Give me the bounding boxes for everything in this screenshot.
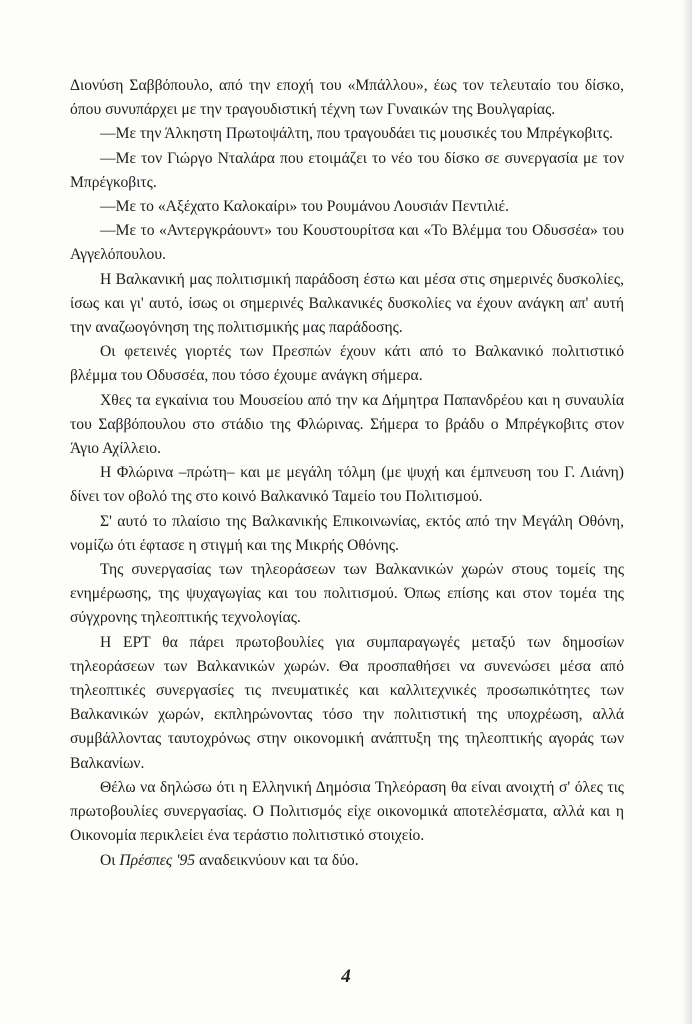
closing-paragraph <box>70 849 624 873</box>
paragraph: Θέλω να δηλώσω ότι η Ελληνική Δημόσια Τηλεόραση θα είναι ανοιχτή σ' όλες τις πρωτοβουλίες συνεργασίας. Ο Πολιτισμός είχε οικονομικά αποτελέσματα, αλλά και η Οικονομία περικλείει ένα τεράστιο πολιτιστικό στοιχείο. <box>70 778 624 845</box>
event-title: Πρέσπες '95 <box>119 851 196 869</box>
paragraph: Της συνεργασίας των τηλεοράσεων των Βαλκανικών χωρών στους τομείς της ενημέρωσης, της ψυχαγωγίας και του πολιτισμού. Όπως επίσης και στον τομέα της σύγχρονης τηλεοπτικής τεχνολογίας. <box>70 561 624 627</box>
closing-suffix: αναδεικνύουν και τα δύο. <box>195 851 359 869</box>
page-number: 4 <box>341 966 351 987</box>
paragraph: Η Φλώρινα –πρώτη– και με μεγάλη τόλμη (με ψυχή και έμπνευση του Γ. Λιάνη) δίνει τον οβολό της στο κοινό Βαλκανικό Ταμείο του Πολιτισμού. <box>70 464 624 506</box>
paragraph: Σ' αυτό το πλαίσιο της Βαλκανικής Επικοινωνίας, εκτός από την Μεγάλη Οθόνη, νομίζω ότι έφτασε η στιγμή και της Μικρής Οθόνης. <box>70 512 624 554</box>
paragraph: Χθες τα εγκαίνια του Μουσείου από την κα Δήμητρα Παπανδρέου και η συναυλία του Σαββόπουλου στο στάδιο της Φλώρινας. Σήμερα το βράδυ ο Μπρέγκοβιτς στον Άγιο Αχίλλειο. <box>70 391 624 458</box>
paragraph: Η Βαλκανική μας πολιτισμική παράδοση έστω και μέσα στις σημερινές δυσκολίες, ίσως και γι' αυτό, ίσως οι σημερινές Βαλκανικές δυσκολίες να έχουν ανάγκη απ' αυτή την αναζωογόνηση της πολιτισμικής μας παράδοσης. <box>70 270 624 337</box>
paragraph: —Με την Άλκηστη Πρωτοψάλτη, που τραγουδάει τις μουσικές του Μπρέγκοβιτς. <box>100 125 613 143</box>
paragraph: —Με το «Αντεργκράουντ» του Κουστουρίτσα και «Το Βλέμμα του Οδυσσέα» του Αγγελόπουλου. <box>70 222 624 264</box>
paragraph: —Με το «Αξέχατο Καλοκαίρι» του Ρουμάνου Λουσιάν Πεντιλιέ. <box>100 198 509 216</box>
paragraph: —Με τον Γιώργο Νταλάρα που ετοιμάζει το νέο του δίσκο σε συνεργασία με τον Μπρέγκοβιτς. <box>70 149 624 191</box>
body-text <box>70 74 624 873</box>
closing-prefix: Οι <box>100 851 120 869</box>
paragraph: Οι φετεινές γιορτές των Πρεσπών έχουν κάτι από το Βαλκανικό πολιτιστικό βλέμμα του Οδυσσέα, που τόσο έχουμε ανάγκη σήμερα. <box>70 343 624 385</box>
scan-edge-shadow <box>682 0 692 1024</box>
paragraph: Η ΕΡΤ θα πάρει πρωτοβουλίες για συμπαραγωγές μεταξύ των δημοσίων τηλεοράσεων των Βαλκανικών χωρών. Θα προσπαθήσει να συνενώσει μέσα από τηλεοπτικές συνεργασίες τις πνευματικές και καλλιτεχνικές προσωπικότητες των Βαλκανικών χωρών, εκπληρώνοντας τόσο την πολιτιστική της υποχρέωση, αλλά συμβάλλοντας ταυτοχρόνως στην οικονομική ανάπτυξη της τηλεοπτικής αγοράς των Βαλκανίων. <box>70 633 624 772</box>
paragraph: Διονύση Σαββόπουλο, από την εποχή του «Μπάλλου», έως τον τελευταίο του δίσκο, όπου συνυπάρχει με την τραγουδιστική τέχνη των Γυναικών της Βουλγαρίας. <box>70 77 624 119</box>
